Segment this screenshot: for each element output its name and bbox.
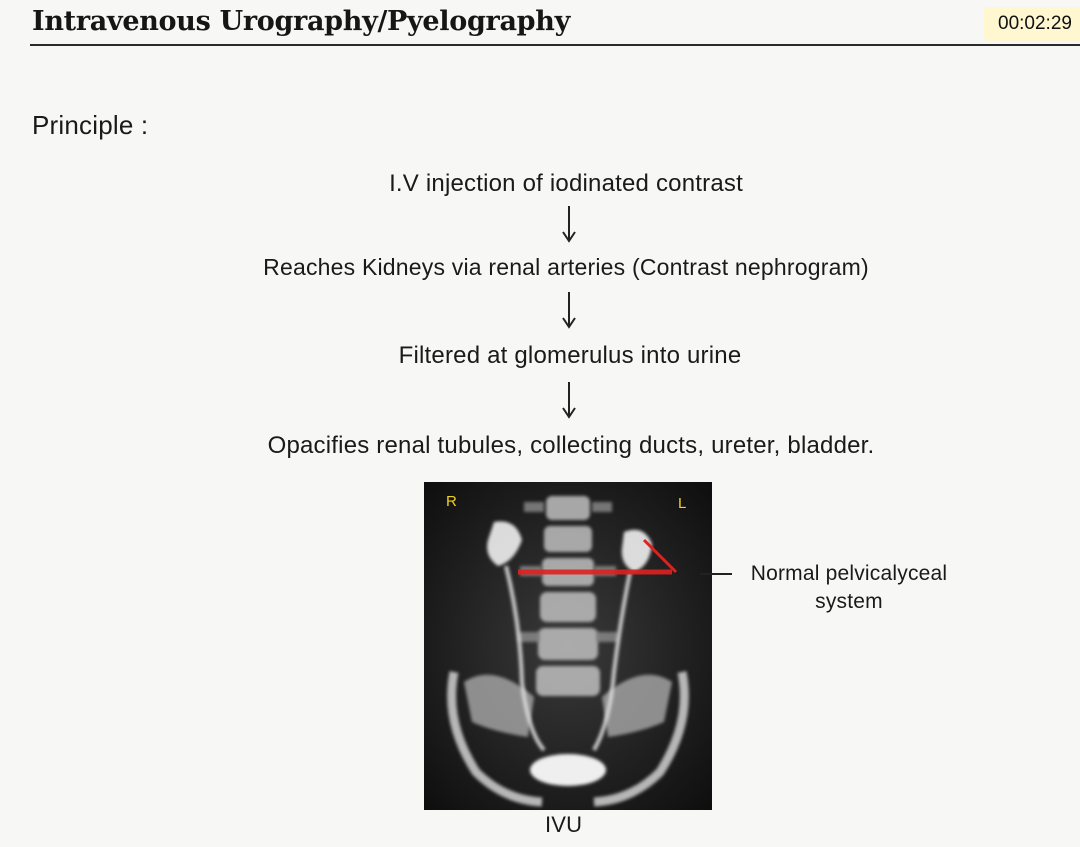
header-divider xyxy=(30,44,1080,46)
annotation-line-2: system xyxy=(815,590,883,613)
down-arrow-icon xyxy=(559,204,579,244)
flow-step-3: Filtered at glomerulus into urine xyxy=(398,342,742,369)
flow-step-1: I.V injection of iodinated contrast xyxy=(389,170,743,197)
flow-step-4: Opacifies renal tubules, collecting ducts, ureter, bladder. xyxy=(267,432,875,459)
annotation-leader-line xyxy=(700,573,732,575)
flow-step-2: Reaches Kidneys via renal arteries (Contrast nephrogram) xyxy=(263,254,869,280)
video-timer: 00:02:29 xyxy=(984,7,1080,41)
down-arrow-icon xyxy=(559,290,579,330)
ivu-xray-image xyxy=(424,482,712,810)
principle-heading: Principle : xyxy=(32,110,149,140)
annotation-label xyxy=(734,560,964,616)
xray-left-marker: L xyxy=(678,495,687,512)
annotation-line-1: Normal pelvicalyceal xyxy=(750,562,948,585)
xray-right-marker: R xyxy=(446,493,457,510)
page-title: Intravenous Urography/Pyelography xyxy=(32,6,570,37)
down-arrow-icon xyxy=(559,380,579,420)
figure-caption: IVU xyxy=(545,812,583,837)
page-header xyxy=(0,0,1080,50)
